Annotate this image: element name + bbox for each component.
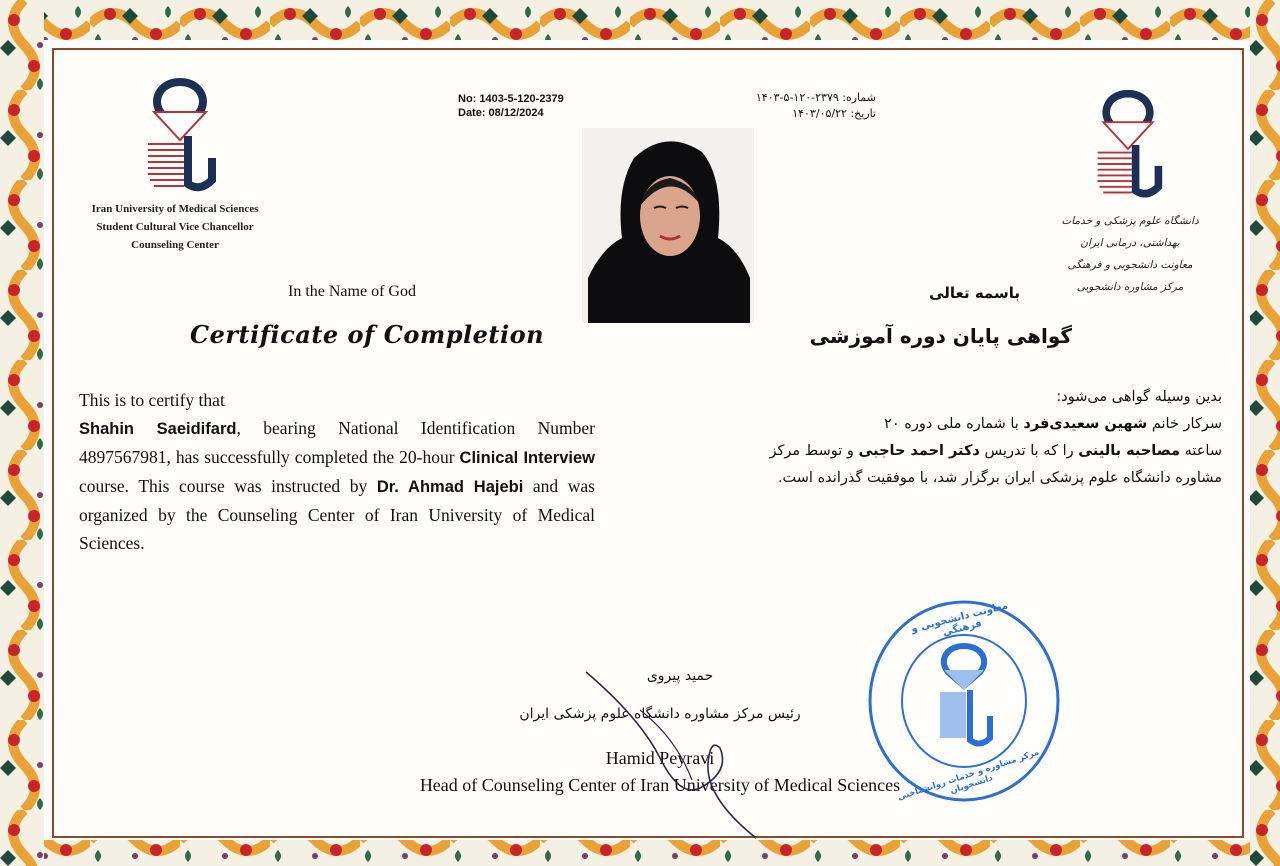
body-en-text-3: and was organized by the Counseling Center of Iran University of Medical Sciences. bbox=[79, 476, 595, 553]
portrait-photo bbox=[582, 128, 754, 323]
left-emblem-line-1: Iran University of Medical Sciences bbox=[91, 203, 259, 215]
left-emblem-text bbox=[70, 200, 280, 254]
course-name-en: Clinical Interview bbox=[459, 449, 595, 467]
left-emblem-line-3: Counseling Center bbox=[131, 239, 219, 251]
reference-date: Date: 08/12/2024 bbox=[458, 107, 544, 119]
body-fa-intro: بدین وسیله گواهی می‌شود: bbox=[1056, 389, 1222, 405]
recipient-name-fa: شهین سعیدی‌فرد bbox=[1023, 416, 1148, 432]
right-emblem-line-3: مرکز مشاوره دانشجویی bbox=[1076, 281, 1184, 293]
body-fa-text-6: مشاوره دانشگاه علوم پزشکی ایران برگزار شد، با موفقیت گذرانده است. bbox=[777, 470, 1222, 486]
body-fa-text-3: ساعته bbox=[1180, 443, 1222, 459]
right-emblem-line-1: دانشگاه علوم پزشکی و خدمات بهداشتی، درمانی ایران bbox=[1061, 215, 1199, 249]
body-fa-text-5: و توسط مرکز bbox=[769, 443, 859, 459]
reference-number: No: 1403-5-120-2379 bbox=[458, 93, 564, 105]
right-emblem-line-2: معاونت دانشجویی و فرهنگی bbox=[1067, 259, 1193, 271]
instructor-name-en: Dr. Ahmad Hajebi bbox=[376, 478, 524, 496]
god-heading-en: In the Name of God bbox=[288, 283, 416, 300]
certificate-title-fa: گواهی پایان دوره آموزشی bbox=[809, 324, 1072, 348]
body-en-text-1: , bearing National Identification Number 4897567981, has successfully completed the 20-hour bbox=[79, 418, 595, 467]
signer-title-fa: رئیس مرکز مشاوره دانشگاه علوم پزشکی ایران bbox=[519, 706, 801, 722]
reference-date-fa: تاریخ: ۱۴۰۳/۰۵/۲۲ bbox=[792, 107, 876, 120]
god-heading-fa: باسمه تعالی bbox=[929, 284, 1020, 302]
handwritten-signature-icon bbox=[580, 668, 770, 844]
certificate-title-en: Certificate of Completion bbox=[190, 320, 545, 349]
reference-number-fa: شماره: ۲۳۷۹-۱۲۰-۵-۱۴۰۳ bbox=[755, 91, 876, 104]
body-en-intro: This is to certify that bbox=[79, 390, 225, 410]
iran-university-emblem-icon bbox=[1090, 84, 1166, 206]
course-name-fa: مصاحبه بالینی bbox=[1078, 443, 1181, 459]
left-emblem-line-2: Student Cultural Vice Chancellor bbox=[96, 221, 254, 233]
portrait-photo-graphic bbox=[582, 128, 754, 323]
instructor-name-fa: دکتر احمد حاجبی bbox=[858, 443, 980, 459]
signer-name-fa: حمید پیروی bbox=[646, 668, 714, 684]
body-fa-paragraph bbox=[660, 411, 1222, 492]
recipient-name-en: Shahin Saeidifard bbox=[79, 420, 237, 438]
signer-title-en: Head of Counseling Center of Iran University of Medical Sciences bbox=[419, 775, 901, 795]
certificate-body-en bbox=[79, 386, 595, 557]
reference-en bbox=[458, 92, 618, 120]
body-en-text-2: course. This course was instructed by bbox=[79, 476, 377, 496]
right-emblem-text bbox=[1040, 210, 1220, 298]
body-fa-text-4: را که با تدریس bbox=[979, 443, 1079, 459]
body-fa-text-2: با شماره ملی دوره ۲۰ bbox=[884, 416, 1024, 432]
stamp-bottom-text: مرکز مشاوره و خدمات روانشناختی دانشجویان bbox=[896, 747, 1041, 803]
iran-university-emblem-icon bbox=[140, 74, 220, 198]
body-en-paragraph bbox=[79, 414, 595, 557]
signer-name-en: Hamid Peyravi bbox=[605, 748, 715, 768]
body-fa-text-1: سرکار خانم bbox=[1147, 416, 1222, 432]
stamp-top-text: معاونت دانشجویی و فرهنگی bbox=[910, 600, 1010, 639]
certificate-body-fa bbox=[660, 384, 1222, 492]
reference-fa bbox=[690, 90, 876, 122]
